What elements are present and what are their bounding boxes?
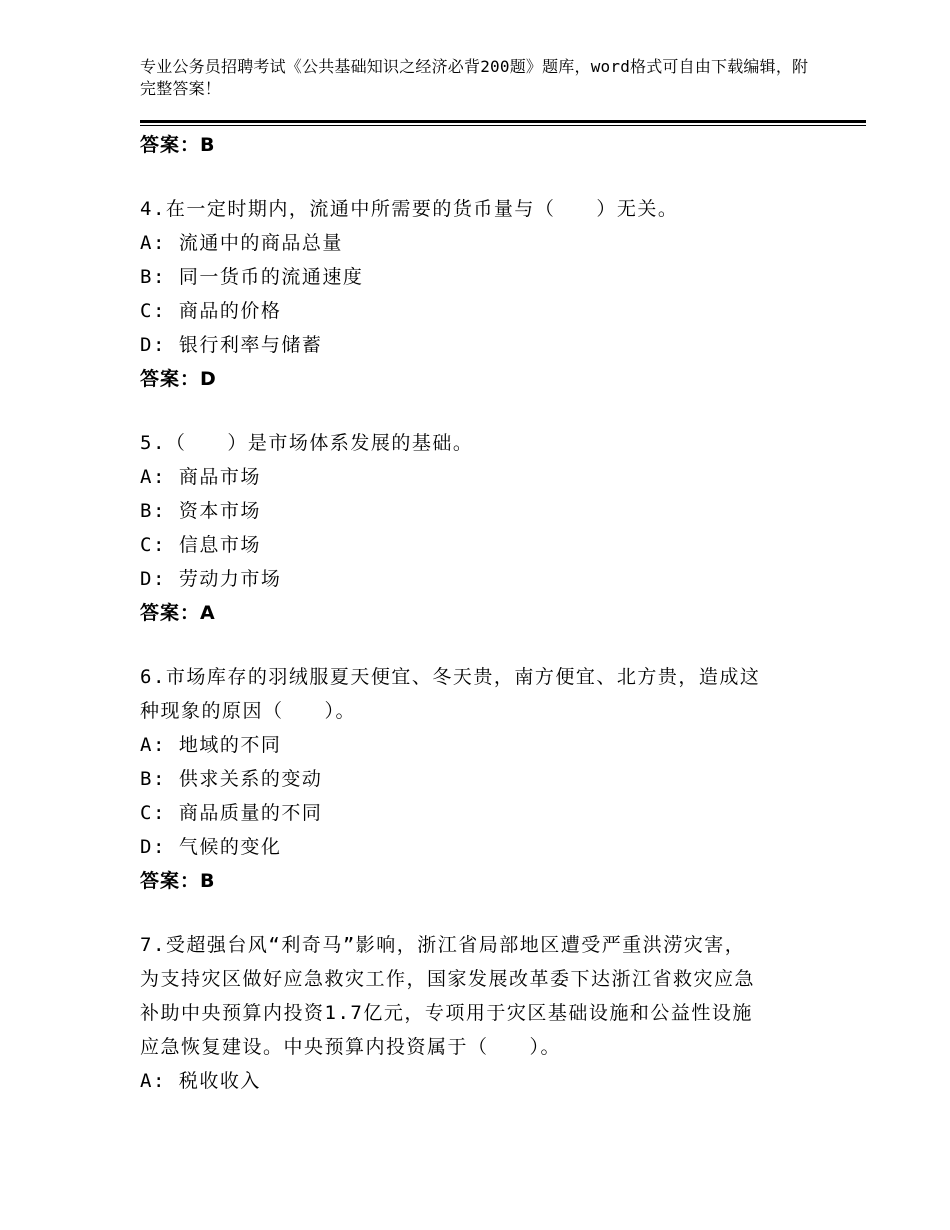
- question-6: [140, 660, 840, 898]
- header-rule-thick: [140, 120, 866, 123]
- option-b: B: 资本市场: [140, 500, 261, 522]
- option-d: D: 银行利率与储蓄: [140, 334, 323, 356]
- answer-label: 答案：B: [140, 134, 216, 156]
- option-c: C: 信息市场: [140, 534, 261, 556]
- question-stem-line: 为支持灾区做好应急救灾工作，国家发展改革委下达浙江省救灾应急: [140, 968, 756, 990]
- option-d: D: 劳动力市场: [140, 568, 282, 590]
- answer-label: 答案：D: [140, 368, 217, 390]
- question-7: [140, 928, 840, 1098]
- option-a: A: 地域的不同: [140, 734, 282, 756]
- option-a: A: 商品市场: [140, 466, 261, 488]
- question-list: [140, 124, 840, 1098]
- option-c: C: 商品质量的不同: [140, 802, 323, 824]
- option-a: A: 流通中的商品总量: [140, 232, 343, 254]
- question-stem-line: 6.市场库存的羽绒服夏天便宜、冬天贵，南方便宜、北方贵，造成这: [140, 666, 761, 688]
- answer-label: 答案：B: [140, 870, 216, 892]
- document-header: 专业公务员招聘考试《公共基础知识之经济必背200题》题库，word格式可自由下载编辑，附完整答案！: [140, 57, 809, 98]
- option-d: D: 气候的变化: [140, 836, 282, 858]
- option-a: A: 税收收入: [140, 1070, 261, 1092]
- option-b: B: 供求关系的变动: [140, 768, 323, 790]
- option-b: B: 同一货币的流通速度: [140, 266, 364, 288]
- question-stem-line: 应急恢复建设。中央预算内投资属于（ ）。: [140, 1036, 562, 1058]
- question-stem-line: 种现象的原因（ ）。: [140, 700, 357, 722]
- option-c: C: 商品的价格: [140, 300, 282, 322]
- question-5: [140, 426, 840, 630]
- question-stem: 4.在一定时期内，流通中所需要的货币量与（ ）无关。: [140, 198, 679, 220]
- question-stem-line: 补助中央预算内投资1.7亿元，专项用于灾区基础设施和公益性设施: [140, 1002, 753, 1024]
- question-4: [140, 192, 840, 396]
- question-stem-line: 7.受超强台风“利奇马”影响，浙江省局部地区遭受严重洪涝灾害，: [140, 934, 746, 956]
- answer-label: 答案：A: [140, 602, 216, 624]
- question-stem: 5.（ ）是市场体系发展的基础。: [140, 432, 474, 454]
